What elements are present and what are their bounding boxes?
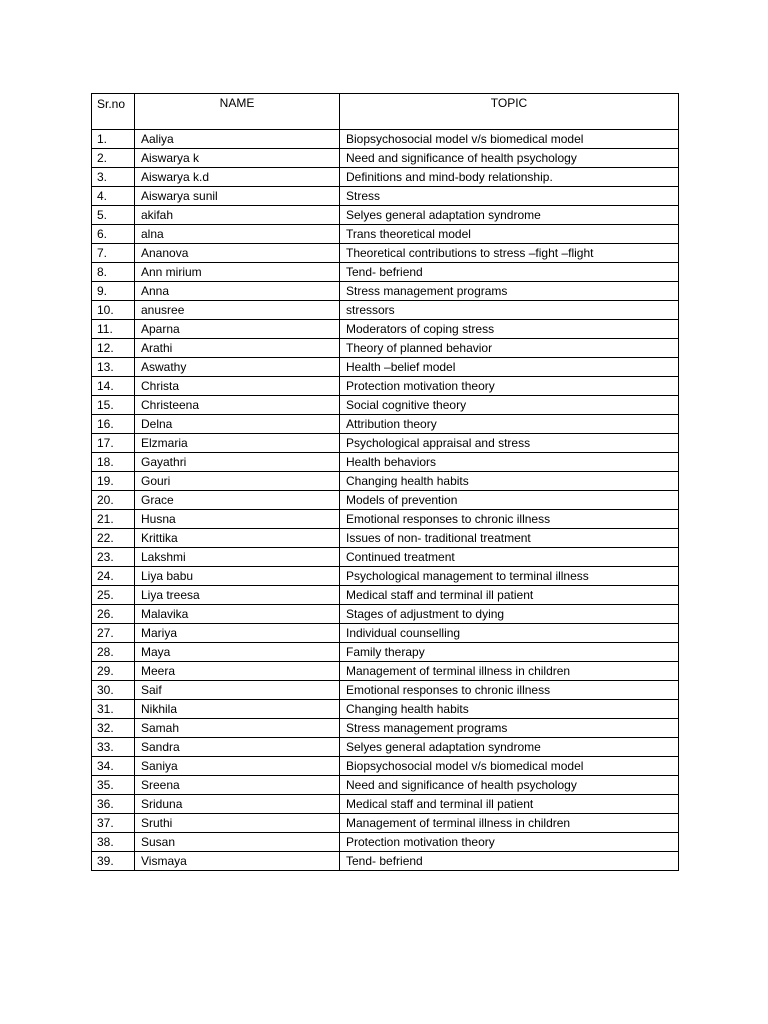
name-cell: Gayathri	[135, 453, 340, 472]
serial-number-cell: 23.	[92, 548, 135, 567]
topic-cell: Family therapy	[340, 643, 679, 662]
table-row	[92, 662, 679, 681]
table-row	[92, 149, 679, 168]
name-cell: Maya	[135, 643, 340, 662]
topic-cell: Tend- befriend	[340, 263, 679, 282]
serial-number-cell: 13.	[92, 358, 135, 377]
topic-cell: Individual counselling	[340, 624, 679, 643]
name-cell: Sandra	[135, 738, 340, 757]
table-row	[92, 187, 679, 206]
serial-number-cell: 5.	[92, 206, 135, 225]
topic-cell: Social cognitive theory	[340, 396, 679, 415]
table-row	[92, 377, 679, 396]
serial-number-cell: 15.	[92, 396, 135, 415]
table-row	[92, 776, 679, 795]
topic-cell: Stages of adjustment to dying	[340, 605, 679, 624]
serial-number-cell: 4.	[92, 187, 135, 206]
table-row	[92, 510, 679, 529]
serial-number-cell: 18.	[92, 453, 135, 472]
topic-cell: Tend- befriend	[340, 852, 679, 871]
serial-number-cell: 31.	[92, 700, 135, 719]
name-cell: Aiswarya sunil	[135, 187, 340, 206]
topic-cell: Stress management programs	[340, 719, 679, 738]
name-cell: alna	[135, 225, 340, 244]
serial-number-cell: 8.	[92, 263, 135, 282]
name-cell: Sruthi	[135, 814, 340, 833]
topic-cell: Theoretical contributions to stress –fight –flight	[340, 244, 679, 263]
name-cell: Vismaya	[135, 852, 340, 871]
table-row	[92, 320, 679, 339]
table-row	[92, 814, 679, 833]
serial-number-cell: 2.	[92, 149, 135, 168]
serial-number-cell: 30.	[92, 681, 135, 700]
topic-cell: Models of prevention	[340, 491, 679, 510]
serial-number-cell: 1.	[92, 130, 135, 149]
table-row	[92, 358, 679, 377]
serial-number-cell: 24.	[92, 567, 135, 586]
name-cell: Gouri	[135, 472, 340, 491]
name-cell: Husna	[135, 510, 340, 529]
serial-number-cell: 6.	[92, 225, 135, 244]
name-cell: Anna	[135, 282, 340, 301]
serial-number-cell: 38.	[92, 833, 135, 852]
table-row	[92, 738, 679, 757]
topic-cell: Need and significance of health psychology	[340, 776, 679, 795]
topic-cell: Selyes general adaptation syndrome	[340, 206, 679, 225]
name-cell: Liya treesa	[135, 586, 340, 605]
name-cell: Nikhila	[135, 700, 340, 719]
table-row	[92, 852, 679, 871]
name-cell: Saniya	[135, 757, 340, 776]
topic-cell: Psychological management to terminal illness	[340, 567, 679, 586]
serial-number-cell: 21.	[92, 510, 135, 529]
table-row	[92, 282, 679, 301]
topic-assignment-table	[91, 93, 679, 871]
name-cell: Mariya	[135, 624, 340, 643]
serial-number-cell: 27.	[92, 624, 135, 643]
table-body	[92, 130, 679, 871]
name-cell: Delna	[135, 415, 340, 434]
name-cell: Saif	[135, 681, 340, 700]
serial-number-cell: 37.	[92, 814, 135, 833]
table-row	[92, 757, 679, 776]
serial-number-cell: 35.	[92, 776, 135, 795]
serial-number-cell: 19.	[92, 472, 135, 491]
table-row	[92, 567, 679, 586]
topic-cell: stressors	[340, 301, 679, 320]
header-name: NAME	[135, 94, 340, 130]
topic-cell: Selyes general adaptation syndrome	[340, 738, 679, 757]
name-cell: Grace	[135, 491, 340, 510]
table-row	[92, 301, 679, 320]
topic-cell: Issues of non- traditional treatment	[340, 529, 679, 548]
topic-cell: Need and significance of health psychology	[340, 149, 679, 168]
name-cell: Ann mirium	[135, 263, 340, 282]
table-row	[92, 434, 679, 453]
name-cell: Ananova	[135, 244, 340, 263]
serial-number-cell: 9.	[92, 282, 135, 301]
topic-cell: Health –belief model	[340, 358, 679, 377]
serial-number-cell: 14.	[92, 377, 135, 396]
name-cell: Sreena	[135, 776, 340, 795]
name-cell: Arathi	[135, 339, 340, 358]
serial-number-cell: 36.	[92, 795, 135, 814]
name-cell: Elzmaria	[135, 434, 340, 453]
serial-number-cell: 28.	[92, 643, 135, 662]
table-row	[92, 681, 679, 700]
name-cell: Christa	[135, 377, 340, 396]
name-cell: anusree	[135, 301, 340, 320]
table-row	[92, 548, 679, 567]
table-row	[92, 719, 679, 738]
serial-number-cell: 7.	[92, 244, 135, 263]
table-row	[92, 130, 679, 149]
serial-number-cell: 12.	[92, 339, 135, 358]
table-row	[92, 529, 679, 548]
topic-cell: Stress	[340, 187, 679, 206]
topic-cell: Emotional responses to chronic illness	[340, 510, 679, 529]
table-row	[92, 700, 679, 719]
name-cell: Aswathy	[135, 358, 340, 377]
name-cell: akifah	[135, 206, 340, 225]
topic-cell: Medical staff and terminal ill patient	[340, 795, 679, 814]
name-cell: Krittika	[135, 529, 340, 548]
topic-cell: Health behaviors	[340, 453, 679, 472]
name-cell: Aiswarya k	[135, 149, 340, 168]
topic-cell: Psychological appraisal and stress	[340, 434, 679, 453]
topic-cell: Theory of planned behavior	[340, 339, 679, 358]
name-cell: Aiswarya k.d	[135, 168, 340, 187]
table-row	[92, 244, 679, 263]
topic-cell: Continued treatment	[340, 548, 679, 567]
serial-number-cell: 32.	[92, 719, 135, 738]
serial-number-cell: 26.	[92, 605, 135, 624]
topic-cell: Moderators of coping stress	[340, 320, 679, 339]
name-cell: Aaliya	[135, 130, 340, 149]
topic-cell: Protection motivation theory	[340, 377, 679, 396]
table-header-row	[92, 94, 679, 130]
topic-cell: Management of terminal illness in children	[340, 814, 679, 833]
serial-number-cell: 3.	[92, 168, 135, 187]
topic-cell: Trans theoretical model	[340, 225, 679, 244]
topic-cell: Biopsychosocial model v/s biomedical model	[340, 130, 679, 149]
name-cell: Aparna	[135, 320, 340, 339]
table-row	[92, 491, 679, 510]
name-cell: Lakshmi	[135, 548, 340, 567]
serial-number-cell: 33.	[92, 738, 135, 757]
table-row	[92, 415, 679, 434]
serial-number-cell: 11.	[92, 320, 135, 339]
topic-cell: Emotional responses to chronic illness	[340, 681, 679, 700]
header-topic: TOPIC	[340, 94, 679, 130]
topic-cell: Definitions and mind-body relationship.	[340, 168, 679, 187]
serial-number-cell: 39.	[92, 852, 135, 871]
name-cell: Liya babu	[135, 567, 340, 586]
serial-number-cell: 22.	[92, 529, 135, 548]
name-cell: Malavika	[135, 605, 340, 624]
table-row	[92, 605, 679, 624]
table-row	[92, 586, 679, 605]
serial-number-cell: 17.	[92, 434, 135, 453]
table-row	[92, 225, 679, 244]
serial-number-cell: 20.	[92, 491, 135, 510]
name-cell: Christeena	[135, 396, 340, 415]
topic-cell: Medical staff and terminal ill patient	[340, 586, 679, 605]
topic-cell: Changing health habits	[340, 700, 679, 719]
table-row	[92, 643, 679, 662]
topic-cell: Attribution theory	[340, 415, 679, 434]
table-row	[92, 168, 679, 187]
table-row	[92, 396, 679, 415]
table-row	[92, 339, 679, 358]
table-row	[92, 624, 679, 643]
table-row	[92, 453, 679, 472]
name-cell: Meera	[135, 662, 340, 681]
header-serial-number: Sr.no	[92, 94, 135, 130]
table-row	[92, 472, 679, 491]
name-cell: Sriduna	[135, 795, 340, 814]
topic-cell: Changing health habits	[340, 472, 679, 491]
topic-cell: Management of terminal illness in children	[340, 662, 679, 681]
table-row	[92, 206, 679, 225]
topic-cell: Protection motivation theory	[340, 833, 679, 852]
table-row	[92, 833, 679, 852]
serial-number-cell: 29.	[92, 662, 135, 681]
name-cell: Samah	[135, 719, 340, 738]
serial-number-cell: 16.	[92, 415, 135, 434]
table-row	[92, 263, 679, 282]
table-row	[92, 795, 679, 814]
serial-number-cell: 25.	[92, 586, 135, 605]
topic-cell: Stress management programs	[340, 282, 679, 301]
topic-cell: Biopsychosocial model v/s biomedical model	[340, 757, 679, 776]
serial-number-cell: 34.	[92, 757, 135, 776]
serial-number-cell: 10.	[92, 301, 135, 320]
name-cell: Susan	[135, 833, 340, 852]
